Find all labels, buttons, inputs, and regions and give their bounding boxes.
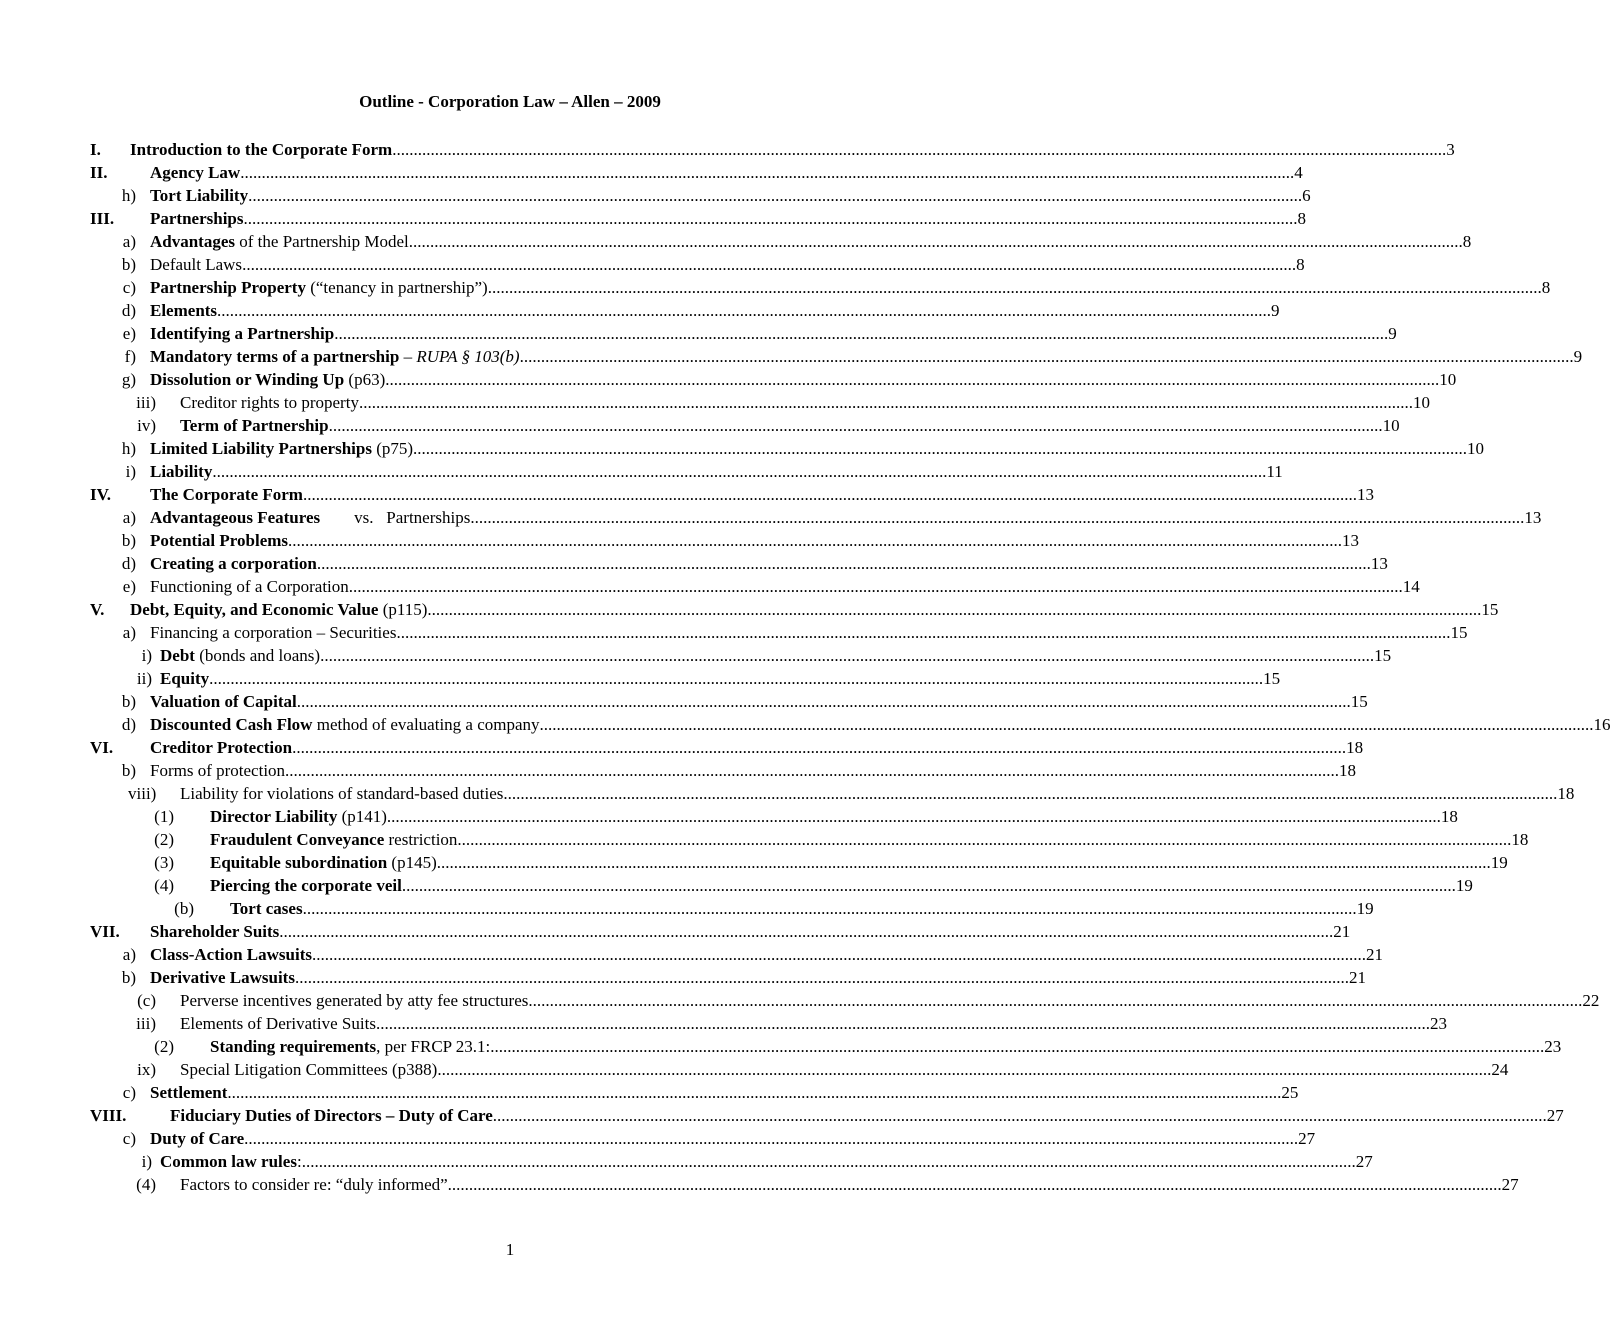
toc-entry-number: a) [122,232,136,251]
toc-entry-page: 10 [1467,439,1485,458]
toc-entry-page: 23 [1429,1014,1447,1033]
toc-entry-label [150,966,295,989]
toc-entry-label [150,230,409,253]
toc-entry[interactable] [90,644,1392,667]
dot-leader [540,713,1594,736]
toc-entry-page: 14 [1402,577,1420,596]
toc-entry-label [210,851,437,874]
toc-entry-label [150,621,396,644]
toc-entry-text: restriction [384,830,458,849]
toc-entry[interactable] [90,943,1383,966]
toc-entry-number: b) [121,968,136,987]
toc-entry-page: 13 [1342,531,1360,550]
toc-entry-text: Advantageous Features [150,508,321,527]
toc-entry-text: Mandatory terms of a partnership [150,347,400,366]
toc-entry-text: (p115) [378,600,428,619]
dot-leader [288,529,1342,552]
toc-entry-text: , per FRCP 23.1: [376,1037,491,1056]
toc-entry-page: 8 [1541,278,1551,297]
toc-entry-label [150,943,312,966]
toc-entry[interactable] [90,414,1400,437]
toc-entry-page: 27 [1501,1175,1519,1194]
toc-entry-number: (4) [136,1175,156,1194]
toc-entry[interactable] [90,483,1374,506]
toc-entry-text: Discounted Cash Flow [150,715,313,734]
toc-entry-label [130,138,392,161]
dot-leader [376,1012,1430,1035]
toc-entry-page: 19 [1490,853,1508,872]
toc-entry[interactable] [90,621,1468,644]
toc-entry-number: IV. [90,485,111,504]
toc-entry-label [160,667,209,690]
toc-entry-text: Financing a corporation – Securities [150,623,397,642]
dot-leader [470,506,1524,529]
dot-leader [520,345,1574,368]
toc-entry-label [170,1104,493,1127]
toc-entry-page: 8 [1462,232,1472,251]
toc-entry[interactable] [90,552,1388,575]
toc-entry-text: Creditor rights to property [180,393,359,412]
dot-leader [285,759,1339,782]
toc-entry-text: Liability for violations of standard-based duties [180,784,504,803]
toc-entry[interactable] [90,207,1306,230]
dot-leader [409,230,1463,253]
page-number: 1 [505,1240,515,1259]
toc-entry[interactable] [90,460,1283,483]
dot-leader [457,828,1511,851]
toc-entry-text: Debt [160,646,195,665]
toc-entry-number: i) [141,646,152,665]
toc-entry-text: (p75) [371,439,414,458]
dot-leader [387,805,1441,828]
toc-entry-number: a) [122,945,136,964]
toc-entry-page: 23 [1544,1037,1562,1056]
document-title: Outline - Corporation Law – Allen – 2009 [359,92,661,111]
toc-entry-label [180,989,528,1012]
toc-entry-text: Duty of Care [150,1129,245,1148]
toc-entry-page: 18 [1440,807,1458,826]
toc-entry-text: Equitable subordination [210,853,388,872]
toc-entry[interactable] [90,667,1281,690]
toc-entry-page: 13 [1356,485,1374,504]
toc-entry-page: 9 [1271,301,1280,320]
toc-entry-text: Common law rules [160,1152,297,1171]
toc-entry-number: iii) [136,1014,156,1033]
toc-entry-text: Debt, Equity, and Economic Value [130,600,379,619]
toc-entry-page: 9 [1388,324,1397,343]
toc-entry-page: 27 [1546,1106,1564,1125]
toc-entry-label [150,713,540,736]
toc-entry-text: Creditor Protection [150,738,293,757]
toc-entry-text: Advantages [150,232,236,251]
toc-entry[interactable] [90,299,1280,322]
toc-entry-number: h) [121,439,136,458]
toc-entry-text: Class-Action Lawsuits [150,945,312,964]
toc-entry[interactable] [90,138,1455,161]
toc-entry-text: RUPA § 103(b) [416,347,520,366]
toc-entry-text: (bonds and loans) [194,646,321,665]
toc-entry-text: (p63) [344,370,386,389]
toc-entry-number: VIII. [90,1106,127,1125]
toc-entry-label [150,345,520,368]
dot-leader [227,1081,1281,1104]
toc-entry[interactable] [90,897,1374,920]
toc-entry-text: Valuation of Capital [150,692,297,711]
toc-entry-page: 8 [1297,209,1306,228]
toc-entry-label [180,414,329,437]
toc-entry-text: Term of Partnership [180,416,329,435]
dot-leader [334,322,1388,345]
toc-entry-page: 27 [1298,1129,1316,1148]
toc-entry-number: I. [90,140,101,159]
toc-entry[interactable] [90,1150,1373,1173]
toc-entry-text: Partnerships [150,209,244,228]
toc-entry-text: Identifying a Partnership [150,324,335,343]
toc-entry-label [150,759,285,782]
toc-entry-text: method of evaluating a company [312,715,540,734]
toc-entry-page: 16 [1593,715,1611,734]
toc-entry-text: Special Litigation Committees (p388) [180,1060,438,1079]
toc-entry-number: c) [122,278,136,297]
toc-entry-text: (p141) [337,807,387,826]
toc-entry-label [150,161,240,184]
toc-entry-page: 15 [1481,600,1499,619]
toc-entry-number: a) [122,508,136,527]
toc-entry-label [160,644,320,667]
toc-entry[interactable] [90,759,1357,782]
dot-leader [385,368,1439,391]
dot-leader [240,161,1294,184]
toc-entry-number: g) [121,370,136,389]
toc-entry-label [150,1081,227,1104]
dot-leader [493,1104,1547,1127]
dot-leader [402,874,1456,897]
toc-entry-label [150,276,488,299]
toc-entry-page: 13 [1524,508,1542,527]
toc-entry-label [210,828,457,851]
toc-entry-text: Creating a corporation [150,554,317,573]
toc-entry[interactable] [90,368,1457,391]
dot-leader [427,598,1481,621]
toc-entry-number: b) [121,692,136,711]
toc-entry-text: Potential Problems [150,531,289,550]
toc-entry-text: Introduction to the Corporate Form [130,140,393,159]
toc-entry-page: 11 [1266,462,1283,481]
toc-entry-text: of the Partnership Model [235,232,409,251]
dot-leader [317,552,1371,575]
toc-entry-number: b) [121,761,136,780]
toc-entry-text: Partnership Property [150,278,306,297]
toc-entry-label [150,184,248,207]
toc-entry[interactable] [90,1012,1447,1035]
toc-entry[interactable] [90,690,1368,713]
toc-entry-number: (c) [137,991,156,1010]
dot-leader [490,1035,1544,1058]
toc-entry-text: Forms of protection [150,761,286,780]
toc-entry-page: 21 [1348,968,1366,987]
toc-entry-label [160,1150,302,1173]
toc-entry-text: vs. Partnerships [320,508,471,527]
toc-entry-number: c) [122,1129,136,1148]
toc-entry-text: Perverse incentives generated by atty fee structures [180,991,529,1010]
toc-entry-number: (2) [154,830,174,849]
toc-entry[interactable] [90,184,1311,207]
toc-entry-label [210,1035,490,1058]
toc-entry-page: 24 [1491,1060,1509,1079]
dot-leader [242,253,1296,276]
toc-entry-text: Fraudulent Conveyance [210,830,385,849]
toc-entry-page: 21 [1333,922,1351,941]
toc-entry[interactable] [90,851,1508,874]
toc-entry[interactable] [90,782,1575,805]
dot-leader [349,575,1403,598]
toc-entry[interactable] [90,276,1551,299]
toc-entry[interactable] [90,322,1397,345]
toc-entry-label [150,575,349,598]
toc-entry-text: Shareholder Suits [150,922,280,941]
toc-entry-text: The Corporate Form [150,485,303,504]
toc-entry-number: III. [90,209,115,228]
toc-entry-number: V. [90,600,105,619]
toc-entry-number: (b) [174,899,194,918]
toc-entry-number: e) [122,324,136,343]
toc-entry-label [150,506,470,529]
toc-entry-number: f) [124,347,136,366]
toc-entry-page: 25 [1281,1083,1299,1102]
toc-entry-text: Derivative Lawsuits [150,968,295,987]
toc-entry-text: Agency Law [150,163,241,182]
toc-entry-label [150,322,334,345]
toc-entry-number: (2) [154,1037,174,1056]
toc-entry[interactable] [90,437,1485,460]
toc-entry[interactable] [90,1104,1564,1127]
toc-entry-text: Factors to consider re: “duly informed” [180,1175,448,1194]
dot-leader [528,989,1582,1012]
toc-entry[interactable] [90,253,1305,276]
toc-entry-page: 15 [1450,623,1468,642]
toc-entry[interactable] [90,1058,1509,1081]
toc-entry-label [150,552,317,575]
toc-entry-number: iv) [137,416,156,435]
dot-leader [244,1127,1298,1150]
dot-leader [244,207,1298,230]
toc-entry-text: (p145) [387,853,437,872]
toc-entry-page: 19 [1455,876,1473,895]
table-of-contents [90,138,1611,1196]
toc-entry-page: 15 [1350,692,1368,711]
toc-entry-text: Tort Liability [150,186,249,205]
dot-leader [448,1173,1502,1196]
toc-entry-text: Functioning of a Corporation [150,577,349,596]
toc-entry-text: (“tenancy in partnership”) [305,278,488,297]
toc-entry-label [150,1127,244,1150]
toc-entry-label [210,805,387,828]
toc-entry[interactable] [90,506,1542,529]
dot-leader [303,897,1357,920]
toc-entry-label [150,253,242,276]
dot-leader [359,391,1413,414]
toc-entry[interactable] [90,391,1430,414]
dot-leader [396,621,1450,644]
toc-entry-page: 4 [1294,163,1303,182]
toc-entry-text: Default Laws [150,255,243,274]
toc-entry[interactable] [90,1173,1519,1196]
toc-entry-number: h) [121,186,136,205]
toc-entry[interactable] [90,828,1529,851]
toc-entry-label [150,437,413,460]
toc-entry-label [150,368,385,391]
toc-entry[interactable] [90,230,1472,253]
dot-leader [303,483,1357,506]
toc-entry[interactable] [90,713,1611,736]
toc-entry-text: Dissolution or Winding Up [150,370,345,389]
toc-entry-number: b) [121,255,136,274]
toc-entry-label [180,1012,376,1035]
toc-entry-text: – [399,347,417,366]
toc-entry-number: a) [122,623,136,642]
dot-leader [488,276,1542,299]
toc-entry[interactable] [90,989,1600,1012]
toc-entry-page: 15 [1263,669,1281,688]
toc-entry-label [150,690,297,713]
dot-leader [503,782,1557,805]
toc-entry-number: e) [122,577,136,596]
dot-leader [312,943,1366,966]
toc-entry-text: Equity [160,669,210,688]
toc-entry-number: i) [125,462,136,481]
toc-entry-page: 21 [1366,945,1383,964]
toc-entry-page: 15 [1374,646,1392,665]
toc-entry-number: (4) [154,876,174,895]
toc-entry[interactable] [90,529,1360,552]
dot-leader [212,460,1266,483]
toc-entry-text: Piercing the corporate veil [210,876,402,895]
toc-entry-label [150,460,212,483]
toc-entry-number: d) [121,715,136,734]
toc-entry-page: 18 [1511,830,1529,849]
toc-entry-label [150,299,217,322]
dot-leader [297,690,1351,713]
dot-leader [392,138,1446,161]
toc-entry-number: d) [121,301,136,320]
dot-leader [217,299,1271,322]
toc-entry-number: ii) [136,669,152,688]
toc-entry-label [150,207,244,230]
toc-entry-number: II. [90,163,108,182]
toc-entry-label [150,529,288,552]
toc-entry-number: b) [121,531,136,550]
toc-entry-number: d) [121,554,136,573]
toc-entry[interactable] [90,1035,1562,1058]
toc-entry[interactable] [90,345,1583,368]
toc-entry-number: VI. [90,738,114,757]
toc-entry-page: 22 [1582,991,1600,1010]
toc-entry-page: 8 [1296,255,1305,274]
toc-entry-label [130,598,427,621]
toc-entry-text: Elements of Derivative Suits [180,1014,376,1033]
toc-entry-text: Standing requirements [210,1037,377,1056]
dot-leader [209,667,1263,690]
toc-entry-text: Director Liability [210,807,338,826]
toc-entry[interactable] [90,598,1499,621]
toc-entry-page: 19 [1356,899,1374,918]
dot-leader [320,644,1374,667]
toc-entry-text: Elements [150,301,218,320]
toc-entry-label [180,1173,448,1196]
toc-entry-label [150,920,279,943]
dot-leader [292,736,1346,759]
toc-entry[interactable] [90,1081,1299,1104]
toc-entry-page: 10 [1439,370,1457,389]
toc-entry[interactable] [90,874,1473,897]
toc-entry-page: 18 [1339,761,1357,780]
toc-entry-number: ix) [137,1060,156,1079]
toc-entry-number: iii) [136,393,156,412]
toc-entry-number: (3) [154,853,174,872]
toc-entry-text: Fiduciary Duties of Directors – Duty of Care [170,1106,493,1125]
toc-entry-page: 3 [1446,140,1455,159]
dot-leader [248,184,1302,207]
toc-entry-page: 9 [1573,347,1583,366]
dot-leader [437,1058,1491,1081]
toc-entry[interactable] [90,920,1351,943]
toc-entry-label [180,1058,437,1081]
toc-entry-page: 13 [1370,554,1388,573]
dot-leader [279,920,1333,943]
toc-entry-number: c) [122,1083,136,1102]
toc-entry[interactable] [90,575,1420,598]
dot-leader [437,851,1491,874]
toc-entry-text: Settlement [150,1083,228,1102]
toc-entry-number: (1) [154,807,174,826]
toc-entry-label [150,736,292,759]
toc-entry-page: 10 [1412,393,1430,412]
toc-entry-page: 18 [1346,738,1364,757]
toc-entry-text: Tort cases [230,899,303,918]
toc-entry[interactable] [90,161,1303,184]
toc-entry-label [210,874,402,897]
toc-entry-label [150,483,303,506]
toc-entry-page: 6 [1302,186,1311,205]
dot-leader [413,437,1467,460]
toc-entry-text: : [296,1152,302,1171]
toc-entry[interactable] [90,966,1366,989]
dot-leader [295,966,1349,989]
dot-leader [329,414,1383,437]
toc-entry[interactable] [90,736,1364,759]
toc-entry-label [230,897,303,920]
dot-leader [302,1150,1356,1173]
toc-entry-page: 27 [1355,1152,1373,1171]
toc-entry-label [180,782,503,805]
toc-entry-number: viii) [128,784,157,803]
toc-entry-page: 10 [1382,416,1400,435]
toc-entry[interactable] [90,1127,1316,1150]
toc-entry-text: Limited Liability Partnerships [150,439,372,458]
toc-entry-number: VII. [90,922,120,941]
toc-entry-page: 18 [1557,784,1575,803]
toc-entry[interactable] [90,805,1458,828]
toc-entry-number: i) [141,1152,152,1171]
toc-entry-label [180,391,359,414]
toc-entry-text: Liability [150,462,213,481]
